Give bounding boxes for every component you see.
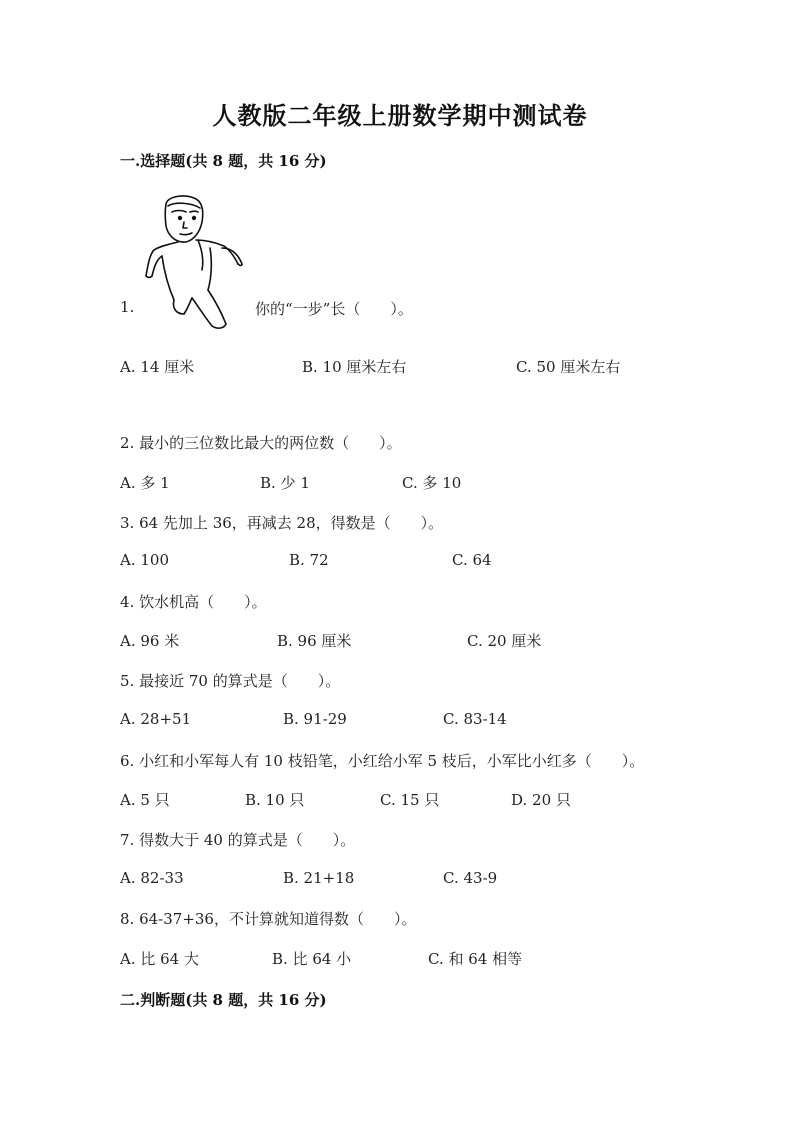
question-4-option-c: C. 20 厘米 <box>467 632 542 650</box>
question-2-text: 2. 最小的三位数比最大的两位数（ ）。 <box>120 434 402 452</box>
section-heading-judgment: 二.判断题(共 8 题，共 16 分) <box>120 991 327 1009</box>
question-7-option-c: C. 43-9 <box>443 869 498 887</box>
question-4-text: 4. 饮水机高（ ）。 <box>120 593 267 611</box>
question-5-text: 5. 最接近 70 的算式是（ ）。 <box>120 672 341 690</box>
page-title: 人教版二年级上册数学期中测试卷 <box>212 101 588 130</box>
question-3-option-c: C. 64 <box>452 551 492 569</box>
question-4-option-a: A. 96 米 <box>120 632 180 650</box>
question-7-option-b: B. 21+18 <box>283 869 355 887</box>
question-5-option-a: A. 28+51 <box>120 710 192 728</box>
question-1-text: 你的“一步”长（ ）。 <box>255 300 413 318</box>
question-6-option-c: C. 15 只 <box>380 791 440 809</box>
question-5-option-b: B. 91-29 <box>283 710 347 728</box>
section-heading-choice: 一.选择题(共 8 题，共 16 分) <box>120 152 327 170</box>
question-3-text: 3. 64 先加上 36，再减去 28，得数是（ ）。 <box>120 514 444 532</box>
question-1-option-a: A. 14 厘米 <box>120 358 195 376</box>
question-8-text: 8. 64-37+36，不计算就知道得数（ ）。 <box>120 910 417 928</box>
question-6-option-b: B. 10 只 <box>245 791 305 809</box>
question-7-text: 7. 得数大于 40 的算式是（ ）。 <box>120 831 356 849</box>
question-6-text: 6. 小红和小军每人有 10 枝铅笔，小红给小军 5 枝后，小军比小红多（ ）。 <box>120 752 645 770</box>
walking-person-illustration <box>138 190 248 335</box>
question-8-option-b: B. 比 64 小 <box>272 950 352 968</box>
question-1-option-b: B. 10 厘米左右 <box>302 358 407 376</box>
question-3-option-b: B. 72 <box>289 551 329 569</box>
question-2-option-b: B. 少 1 <box>260 474 310 492</box>
question-6-option-a: A. 5 只 <box>120 791 170 809</box>
question-5-option-c: C. 83-14 <box>443 710 507 728</box>
question-3-option-a: A. 100 <box>120 551 169 569</box>
question-1-option-c: C. 50 厘米左右 <box>516 358 621 376</box>
question-8-option-c: C. 和 64 相等 <box>428 950 523 968</box>
question-1-number: 1. <box>120 298 135 316</box>
question-4-option-b: B. 96 厘米 <box>277 632 352 650</box>
question-8-option-a: A. 比 64 大 <box>120 950 199 968</box>
question-6-option-d: D. 20 只 <box>511 791 571 809</box>
question-2-option-a: A. 多 1 <box>120 474 170 492</box>
question-2-option-c: C. 多 10 <box>402 474 462 492</box>
question-7-option-a: A. 82-33 <box>120 869 184 887</box>
